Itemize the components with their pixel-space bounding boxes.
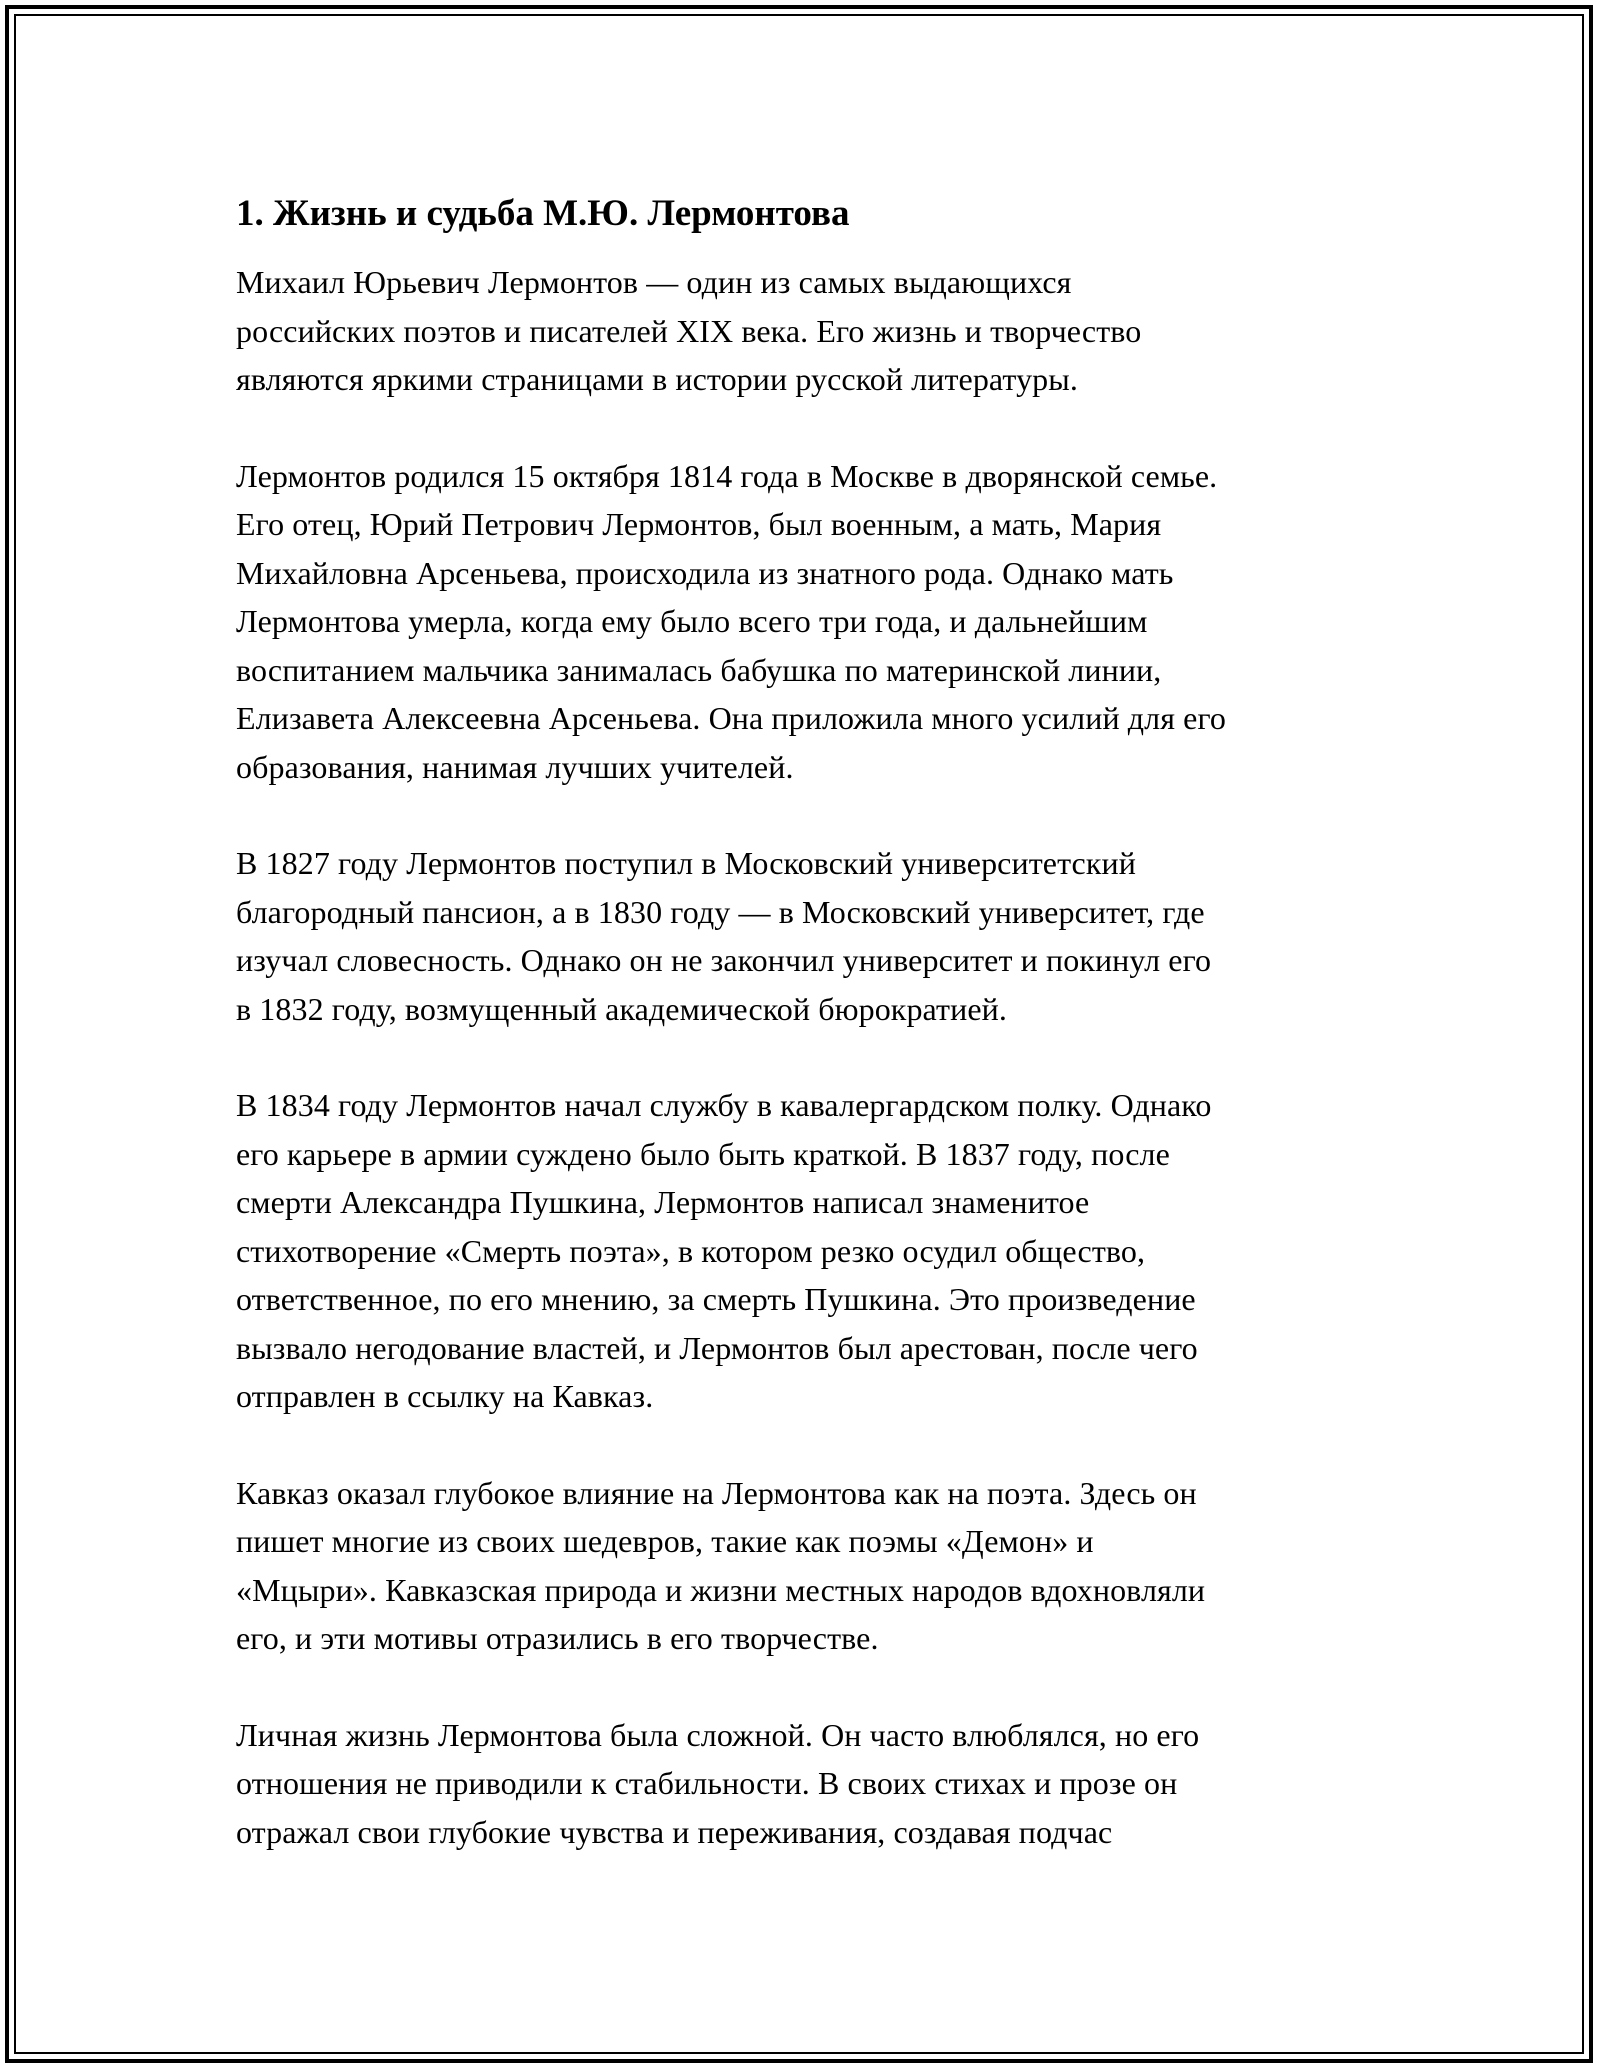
paragraph-intro: [236, 258, 1396, 404]
paragraph-line: Елизавета Алексеевна Арсеньева. Она приложила много усилий для его: [236, 700, 1226, 736]
paragraph-line: отправлен в ссылку на Кавказ.: [236, 1378, 654, 1414]
document-body: [236, 186, 1396, 1904]
paragraph-birth: [236, 452, 1396, 792]
paragraph-personal-life: [236, 1711, 1396, 1857]
paragraph-line: В 1834 году Лермонтов начал службу в кавалергардском полку. Однако: [236, 1087, 1212, 1123]
paragraph-line: пишет многие из своих шедевров, такие как поэмы «Демон» и: [236, 1523, 1094, 1559]
paragraph-line: ответственное, по его мнению, за смерть Пушкина. Это произведение: [236, 1281, 1196, 1317]
paragraph-line: воспитанием мальчика занималась бабушка по материнской линии,: [236, 651, 1162, 688]
page-title: 1. Жизнь и судьба М.Ю. Лермонтова: [236, 193, 850, 234]
paragraph-line: Михайловна Арсеньева, происходила из знатного рода. Однако мать: [236, 554, 1174, 591]
paragraph-line: российских поэтов и писателей XIX века. Его жизнь и творчество: [236, 312, 1142, 349]
paragraph-line: его карьере в армии суждено было быть краткой. В 1837 году, после: [236, 1135, 1170, 1172]
paragraph-service: [236, 1081, 1396, 1421]
paragraph-line: вызвало негодование властей, и Лермонтов был арестован, после чего: [236, 1329, 1198, 1366]
paragraph-education: [236, 839, 1396, 1033]
paragraph-line: Кавказ оказал глубокое влияние на Лермонтова как на поэта. Здесь он: [236, 1474, 1197, 1511]
paragraph-line: Лермонтов родился 15 октября 1814 года в Москве в дворянской семье.: [236, 457, 1218, 494]
paragraph-line: Лермонтова умерла, когда ему было всего три года, и дальнейшим: [236, 603, 1148, 639]
paragraph-line: «Мцыри». Кавказская природа и жизни местных народов вдохновляли: [236, 1571, 1206, 1608]
paragraph-line: образования, нанимая лучших учителей.: [236, 748, 794, 785]
paragraph-caucasus: [236, 1469, 1396, 1663]
paragraph-line: отношения не приводили к стабильности. В своих стихах и прозе он: [236, 1765, 1178, 1801]
paragraph-line: Михаил Юрьевич Лермонтов — один из самых выдающихся: [236, 264, 1072, 300]
paragraph-line: В 1827 году Лермонтов поступил в Московский университетский: [236, 845, 1136, 881]
paragraph-line: Его отец, Юрий Петрович Лермонтов, был военным, а мать, Мария: [236, 506, 1162, 542]
paragraph-line: благородный пансион, а в 1830 году — в Московский университет, где: [236, 893, 1205, 930]
paragraph-line: стихотворение «Смерть поэта», в котором резко осудил общество,: [236, 1232, 1146, 1269]
paragraph-line: Личная жизнь Лермонтова была сложной. Он часто влюблялся, но его: [236, 1716, 1200, 1753]
paragraph-line: являются яркими страницами в истории русской литературы.: [236, 361, 1078, 397]
paragraph-line: его, и эти мотивы отразились в его творчестве.: [236, 1620, 879, 1656]
paragraph-line: смерти Александра Пушкина, Лермонтов написал знаменитое: [236, 1184, 1090, 1220]
paragraph-line: в 1832 году, возмущенный академической бюрократией.: [236, 990, 1007, 1027]
paragraph-line: изучал словесность. Однако он не закончил университет и покинул его: [236, 942, 1212, 978]
paragraph-line: отражал свои глубокие чувства и переживания, создавая подчас: [236, 1813, 1113, 1850]
